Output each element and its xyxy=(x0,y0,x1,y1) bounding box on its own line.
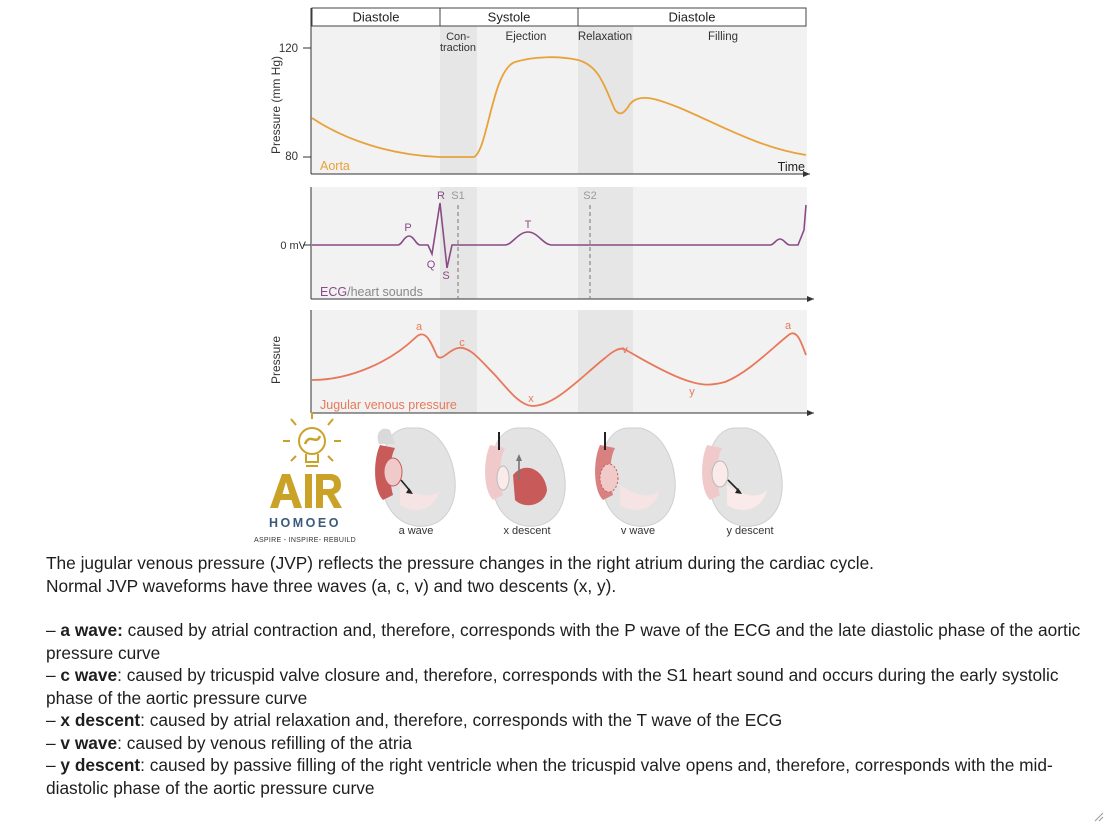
item-dash: – xyxy=(46,665,61,685)
aorta-tick-120: 120 xyxy=(278,43,298,55)
item-desc: : caused by tricuspid valve closure and, therefore, corresponds with the S1 heart sound and occurs during the early systolic phase of the aortic pressure curve xyxy=(46,665,1059,708)
ecg-trace-label xyxy=(320,285,423,299)
item-term: x descent xyxy=(60,710,141,730)
item-c-wave xyxy=(46,664,1108,709)
jvp-descent-y: y xyxy=(689,386,695,398)
item-dash: – xyxy=(46,620,61,640)
subphase-filling: Filling xyxy=(707,31,739,43)
relaxation-band-ecg xyxy=(578,187,633,299)
ecg-tick-0mv: 0 mV xyxy=(280,240,306,252)
relaxation-band-aorta xyxy=(578,26,633,174)
item-desc: : caused by passive filling of the right ventricle when the tricuspid valve opens and, therefore, corresponds with the mid-diastolic phase of the aortic pressure curve xyxy=(46,755,1053,798)
heart-caption-a-wave: a wave xyxy=(398,525,434,537)
heart-illustration-v-wave xyxy=(595,428,675,526)
aorta-y-axis-title: Pressure (mm Hg) xyxy=(269,55,283,155)
resize-grip-icon[interactable] xyxy=(1094,812,1104,822)
item-dash: – xyxy=(46,755,61,775)
jvp-y-axis-title: Pressure xyxy=(269,335,283,385)
jvp-descent-x: x xyxy=(528,393,534,405)
item-desc: caused by atrial contraction and, therefore, corresponds with the P wave of the ECG and the late diastolic phase of the aortic pressure curve xyxy=(46,620,1081,663)
item-desc: : caused by venous refilling of the atria xyxy=(117,732,413,753)
phase-diastole-1: Diastole xyxy=(352,9,400,25)
ecg-q-label: Q xyxy=(426,259,436,271)
jvp-wave-a: a xyxy=(415,321,423,333)
item-term: y descent xyxy=(60,755,141,775)
item-a-wave xyxy=(46,619,1108,664)
heart-caption-v-wave: v wave xyxy=(620,525,656,537)
ecg-s-label: S xyxy=(442,270,450,282)
ecg-p-label: P xyxy=(404,222,412,234)
relaxation-band-jvp xyxy=(578,310,633,413)
intro-line-1: The jugular venous pressure (JVP) reflects the pressure changes in the right atrium during the cardiac cycle. xyxy=(46,553,874,573)
logo-name: HOMOEO xyxy=(269,516,341,530)
logo-tagline: ASPIRE - INSPIRE- REBUILD xyxy=(253,537,357,544)
item-term: v wave xyxy=(60,732,118,753)
aorta-x-label: Time xyxy=(777,160,805,174)
ecg-label-text: ECG xyxy=(320,285,348,299)
item-dash: – xyxy=(46,710,61,730)
air-wordmark xyxy=(270,474,342,508)
item-y-descent xyxy=(46,754,1108,799)
subphase-contraction-1: Con- xyxy=(446,31,470,43)
air-homoeo-logo xyxy=(254,412,356,544)
item-dash: – xyxy=(46,732,61,753)
phase-diastole-2: Diastole xyxy=(668,9,716,25)
ecg-t-label: T xyxy=(524,219,532,231)
item-term: c wave xyxy=(60,665,118,685)
ecg-r-label: R xyxy=(437,190,445,202)
heart-illustration-y-descent xyxy=(702,428,782,526)
jvp-trace-label: Jugular venous pressure xyxy=(320,398,457,412)
item-v-wave xyxy=(46,732,1108,755)
jvp-explanation-text xyxy=(46,552,1108,799)
heart-sounds-label-text: /heart sounds xyxy=(347,285,423,299)
ecg-s1-label: S1 xyxy=(451,190,465,202)
item-desc: : caused by atrial relaxation and, therefore, corresponds with the T wave of the ECG xyxy=(140,710,783,730)
subphase-ejection: Ejection xyxy=(505,31,547,43)
aorta-trace-label: Aorta xyxy=(320,159,350,173)
subphase-contraction-2: traction xyxy=(439,42,477,54)
jvp-wave-c: c xyxy=(459,337,465,349)
heart-caption-x-descent: x descent xyxy=(503,525,551,537)
heart-caption-y-descent: y descent xyxy=(726,525,774,537)
subphase-relaxation: Relaxation xyxy=(577,31,633,43)
phase-systole: Systole xyxy=(487,9,531,25)
panel-backgrounds xyxy=(311,26,807,413)
item-x-descent xyxy=(46,709,1108,732)
aorta-tick-80: 80 xyxy=(285,151,298,163)
heart-illustration-a-wave xyxy=(375,428,455,526)
item-term: a wave: xyxy=(60,620,123,640)
ecg-s2-label: S2 xyxy=(583,190,597,202)
heart-illustration-x-descent xyxy=(485,428,565,526)
jvp-wave-v: v xyxy=(622,344,628,356)
lightbulb-icon xyxy=(283,412,341,466)
jvp-wave-a-second: a xyxy=(784,320,792,332)
intro-line-2: Normal JVP waveforms have three waves (a, c, v) and two descents (x, y). xyxy=(46,575,617,596)
